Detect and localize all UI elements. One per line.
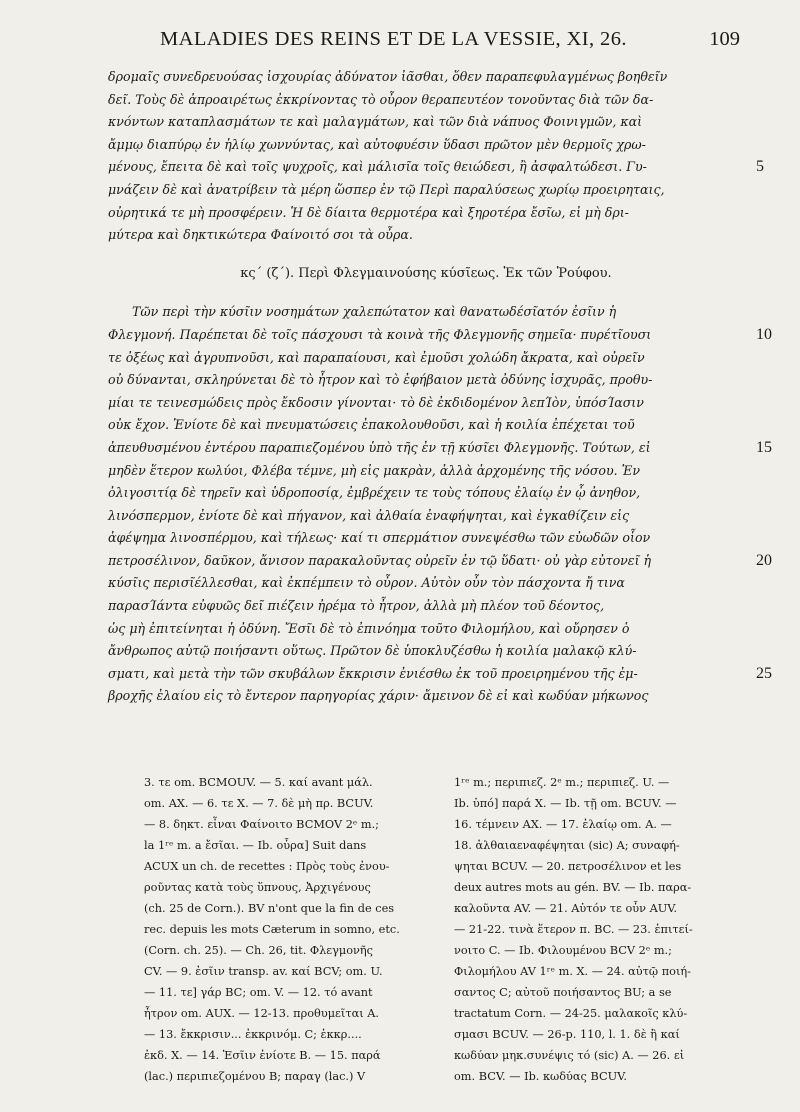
line-number: 20 — [756, 551, 772, 569]
text-line — [108, 685, 744, 708]
text-line — [108, 618, 744, 641]
text-line — [108, 550, 772, 573]
text-line-content: ὡς μὴ ἐπιτείνηται ἡ ὀδύνη. Ἔσῖι δὲ τὸ ἐπινόημα τοῦτο Φιλομήλου, καὶ οὔρησεν ὁ — [108, 620, 630, 636]
footnote-line: — 11. τε] γάρ BC; om. V. — 12. τό avant — [144, 986, 373, 999]
text-line-content: Φλεγμονή. Παρέπεται δὲ τοῖς πάσχουσι τὰ κοινὰ τῆς Φλεγμονῆς σημεῖα· πυρέτῖουσι — [108, 326, 652, 342]
main-text — [108, 66, 772, 708]
text-line-content: ἀπευθυσμένου ἐντέρου παραπιεζομένου ὑπὸ τῆς ἐν τῇ κύσῖει Φλεγμονῆς. Τούτων, εἰ — [108, 439, 651, 455]
text-line-content: οὐρητικά τε μὴ προσφέρειν. Ἡ δὲ δίαιτα θερμοτέρα καὶ ξηροτέρα ἔσῖω, εἰ μὴ δρι- — [108, 204, 629, 220]
footnote-line: — 8. δηκτ. εἶναι Φαίνοιτο BCMOV 2ᵉ m.; — [144, 818, 379, 831]
line-number: 15 — [756, 438, 772, 456]
footnote-line: Ib. ὑπό] παρά X. — Ib. τῇ om. BCUV. — — [454, 797, 677, 810]
text-line — [108, 437, 772, 460]
footnote-line: Φιλομήλου AV 1ʳᵉ m. X. — 24. αὐτῷ ποιή- — [454, 965, 691, 978]
text-line — [108, 179, 744, 202]
text-line — [108, 66, 744, 89]
footnote-line: καλοῦντα AV. — 21. Αὐτόν τε οὖν AUV. — [454, 902, 678, 915]
footnote-line: la 1ʳᵉ m. a ἔσῖαι. — Ib. οὖρα] Suit dans — [144, 839, 367, 852]
page-number: 109 — [709, 28, 740, 50]
text-line — [108, 224, 744, 247]
text-line-content: λινόσπερμον, ἐνίοτε δὲ καὶ πήγανον, καὶ ἀλθαία ἐναφήψηται, καὶ ἐγκαθίζειν εἰς — [108, 507, 630, 523]
text-line-content: πετροσέλινον, δαῦκον, ἄνισον παρακαλοῦντας οὐρεῖν ἐν τῷ ὕδατι· οὐ γὰρ εὐτονεῖ ἡ — [108, 552, 652, 568]
section-heading-text: κς´ (ζ´). Περὶ Φλεγμαινούσης κύσῖεως. Ἐκ τῶν Ῥούφου. — [240, 265, 612, 281]
section-heading — [108, 263, 744, 286]
text-line-content: κνόντων καταπλασμάτων τε καὶ μαλαγμάτων, καὶ τῶν διὰ νάπυος Φοινιγμῶν, καὶ — [108, 114, 643, 130]
text-line-content: τε ὀξέως καὶ ἀγρυπνοῦσι, καὶ παραπαίουσι, καὶ ἐμοῦσι χολώδη ἄκρατα, καὶ οὐρεῖν — [108, 349, 645, 365]
footnote-line: 18. ἀλθαιαεναφέψηται (sic) A; συναφή- — [454, 839, 680, 852]
text-line — [108, 301, 744, 324]
text-line — [108, 369, 744, 392]
text-line — [108, 460, 744, 483]
text-line — [108, 134, 744, 157]
footnote-line: ψηται BCUV. — 20. πετροσέλινον et les — [454, 860, 682, 873]
footnote-line: CV. — 9. ἐσῖιν transp. av. καί BCV; om. U. — [144, 965, 383, 978]
text-block-2 — [108, 301, 772, 708]
text-line-content: οὐ δύνανται, σκληρύνεται δὲ τὸ ἦτρον καὶ τὸ ἐφήβαιον μετὰ ὀδύνης ἰσχυρᾶς, προθυ- — [108, 372, 653, 388]
footnote-line: νοιτο C. — Ib. Φιλουμένου BCV 2ᵉ m.; — [454, 944, 672, 957]
text-line-content: σματι, καὶ μετὰ τὴν τῶν σκυβάλων ἔκκρισιν ἐνιέσθω ἐκ τοῦ προειρημένου τῆς ἐμ- — [108, 665, 638, 681]
line-number: 5 — [756, 158, 764, 176]
text-line — [108, 572, 744, 595]
line-number: 10 — [756, 325, 772, 343]
text-line-content: μνάζειν δὲ καὶ ἀνατρίβειν τὰ μέρη ὥσπερ ἐν τῷ Περὶ παραλύσεως χωρίῳ προειρηταις, — [108, 181, 665, 197]
text-block-1 — [108, 66, 764, 247]
text-line — [108, 505, 744, 528]
text-line — [108, 156, 764, 179]
text-line-content: κύσῖις περισῖέλλεσθαι, καὶ ἐκπέμπειν τὸ οὖρον. Αὐτὸν οὖν τὸν πάσχοντα ἤ τινα — [108, 575, 625, 591]
text-line — [108, 392, 744, 415]
footnote-line: ACUX un ch. de recettes : Πρὸς τοὺς ἐνου- — [144, 860, 390, 873]
footnote-line: ἦτρον om. AUX. — 12-13. προθυμεῖται A. — [144, 1007, 379, 1020]
text-line-content: βροχῆς ἐλαίου εἰς τὸ ἔντερον παρηγορίας χάριν· ἄμεινον δὲ εἰ καὶ κωδύαν μήκωνος — [108, 688, 649, 704]
footnote-line: ροῦντας κατὰ τοὺς ὕπνους, Ἀρχιγένους — [144, 881, 371, 894]
footnote-line: tractatum Corn. — 24-25. μαλακοῖς κλύ- — [454, 1007, 688, 1020]
footnote-line: — 13. ἔκκρισιν... ἐκκρινόμ. C; ἐκκρ.... — [144, 1028, 362, 1041]
running-header — [160, 28, 740, 54]
text-line-content: οὐκ ἔχον. Ἐνίοτε δὲ καὶ πνευματώσεις ἐπακολουθοῦσι, καὶ ἡ κοιλία ἐπέχεται τοῦ — [108, 417, 635, 433]
text-line — [108, 595, 744, 618]
text-line — [108, 482, 744, 505]
footnote-line: om. BCV. — Ib. κωδύας BCUV. — [454, 1070, 627, 1083]
text-line — [108, 527, 744, 550]
footnote-line: κωδύαν μηκ.συνέψις τό (sic) A. — 26. εἰ — [454, 1049, 685, 1062]
text-line-content: παρασΊάντα εὐφυῶς δεῖ πιέζειν ἠρέμα τὸ ἦτρον, ἀλλὰ μὴ πλέον τοῦ δέοντος, — [108, 598, 605, 614]
text-line-content: μένους, ἔπειτα δὲ καὶ τοῖς ψυχροῖς, καὶ μάλισῖα τοῖς θειώδεσι, ἢ ἀσφαλτώδεσι. Γυ- — [108, 159, 647, 175]
running-title: MALADIES DES REINS ET DE LA VESSIE, XI, 26. — [160, 28, 627, 50]
footnote-line: 1ʳᵉ m.; περιπιεζ. 2ᵉ m.; περιπιεζ. U. — — [454, 776, 670, 789]
footnote-line: σμασι BCUV. — 26-p. 110, l. 1. δὲ ἢ καί — [454, 1028, 680, 1041]
footnote-line: (Corn. ch. 25). — Ch. 26, tit. Φλεγμονῆς — [144, 944, 374, 957]
footnote-line: (ch. 25 de Corn.). BV n'ont que la fin de ces — [144, 902, 395, 915]
text-line — [108, 640, 744, 663]
line-number: 25 — [756, 664, 772, 682]
text-line-content: ἀφέψημα λινοσπέρμου, καὶ τήλεως· καί τι σπερμάτιον συνεψέσθω τῶν εὐωδῶν οἷον — [108, 530, 651, 546]
text-line — [108, 89, 744, 112]
text-line — [108, 347, 744, 370]
text-line-content: δρομαῖς συνεδρευούσας ἰσχουρίας ἀδύνατον ἰᾶσθαι, ὅθεν παραπεφυλαγμένως βοηθεῖν — [108, 69, 668, 84]
footnotes-right-column — [454, 772, 746, 1087]
footnote-line: 3. τε om. BCMOUV. — 5. καί avant μάλ. — [144, 776, 373, 789]
text-line-content: μίαι τε τεινεσμώδεις πρὸς ἔκδοσιν γίνονται· τὸ δὲ ἐκδιδομένον λεπΊὸν, ὑπόσΊασιν — [108, 394, 644, 410]
footnote-line: deux autres mots au gén. BV. — Ib. παρα- — [454, 881, 692, 894]
text-line-content: Τῶν περὶ τὴν κύσῖιν νοσημάτων χαλεπώτατον καὶ θανατωδέσῖατόν ἐσῖιν ἡ — [132, 304, 617, 320]
text-line — [108, 324, 772, 347]
footnote-line: ἐκδ. X. — 14. Ἐσῖιν ἐνίοτε B. — 15. παρά — [144, 1049, 381, 1062]
footnote-line: 16. τέμνειν AX. — 17. ἐλαίῳ om. A. — — [454, 818, 672, 831]
text-line-content: ὀλιγοσιτίᾳ δὲ τηρεῖν καὶ ὑδροποσίᾳ, ἐμβρέχειν τε τοὺς τόπους ἐλαίῳ ἐν ᾧ ἀνηθον, — [108, 485, 641, 501]
footnote-line: — 21-22. τινὰ ἕτερον π. BC. — 23. ἐπιτεί- — [454, 923, 693, 936]
text-line-content: μύτερα καὶ δηκτικώτερα Φαίνοιτό σοι τὰ οὖρα. — [108, 227, 413, 243]
text-line — [108, 111, 744, 134]
footnote-line: σαντος C; αὐτοῦ ποιήσαντος BU; a se — [454, 986, 672, 999]
text-line-content: ἄμμῳ διαπύρῳ ἐν ἡλίῳ χωννύντας, καὶ αὐτοφυέσιν ὕδασι πρῶτον μὲν θερμοῖς χρω- — [108, 136, 646, 152]
text-line — [108, 663, 772, 686]
footnote-line: rec. depuis les mots Cæterum in somno, etc. — [144, 923, 400, 936]
text-line-content: ἄνθρωπος αὐτῷ ποιήσαντι οὕτως. Πρῶτον δὲ ὑποκλυζέσθω ἡ κοιλία μαλακῷ κλύ- — [108, 643, 637, 659]
text-line — [108, 414, 744, 437]
footnote-line: om. AX. — 6. τε X. — 7. δὲ μὴ πρ. BCUV. — [144, 797, 374, 810]
footnote-line: (lac.) περιπιεζομένου B; παραγ (lac.) V — [144, 1070, 366, 1083]
text-line — [108, 202, 744, 225]
text-line-content: δεῖ. Τοὺς δὲ ἀπροαιρέτως ἐκκρίνοντας τὸ οὖρον θεραπευτέον τονοῦντας διὰ τῶν δα- — [108, 91, 654, 107]
footnotes — [144, 772, 746, 1087]
text-line-content: μηδὲν ἕτερον κωλύοι, Φλέβα τέμνε, μὴ εἰς μακρὰν, ἀλλὰ ἀρχομένης τῆς νόσου. Ἐν — [108, 462, 641, 478]
footnotes-left-column — [144, 772, 436, 1087]
